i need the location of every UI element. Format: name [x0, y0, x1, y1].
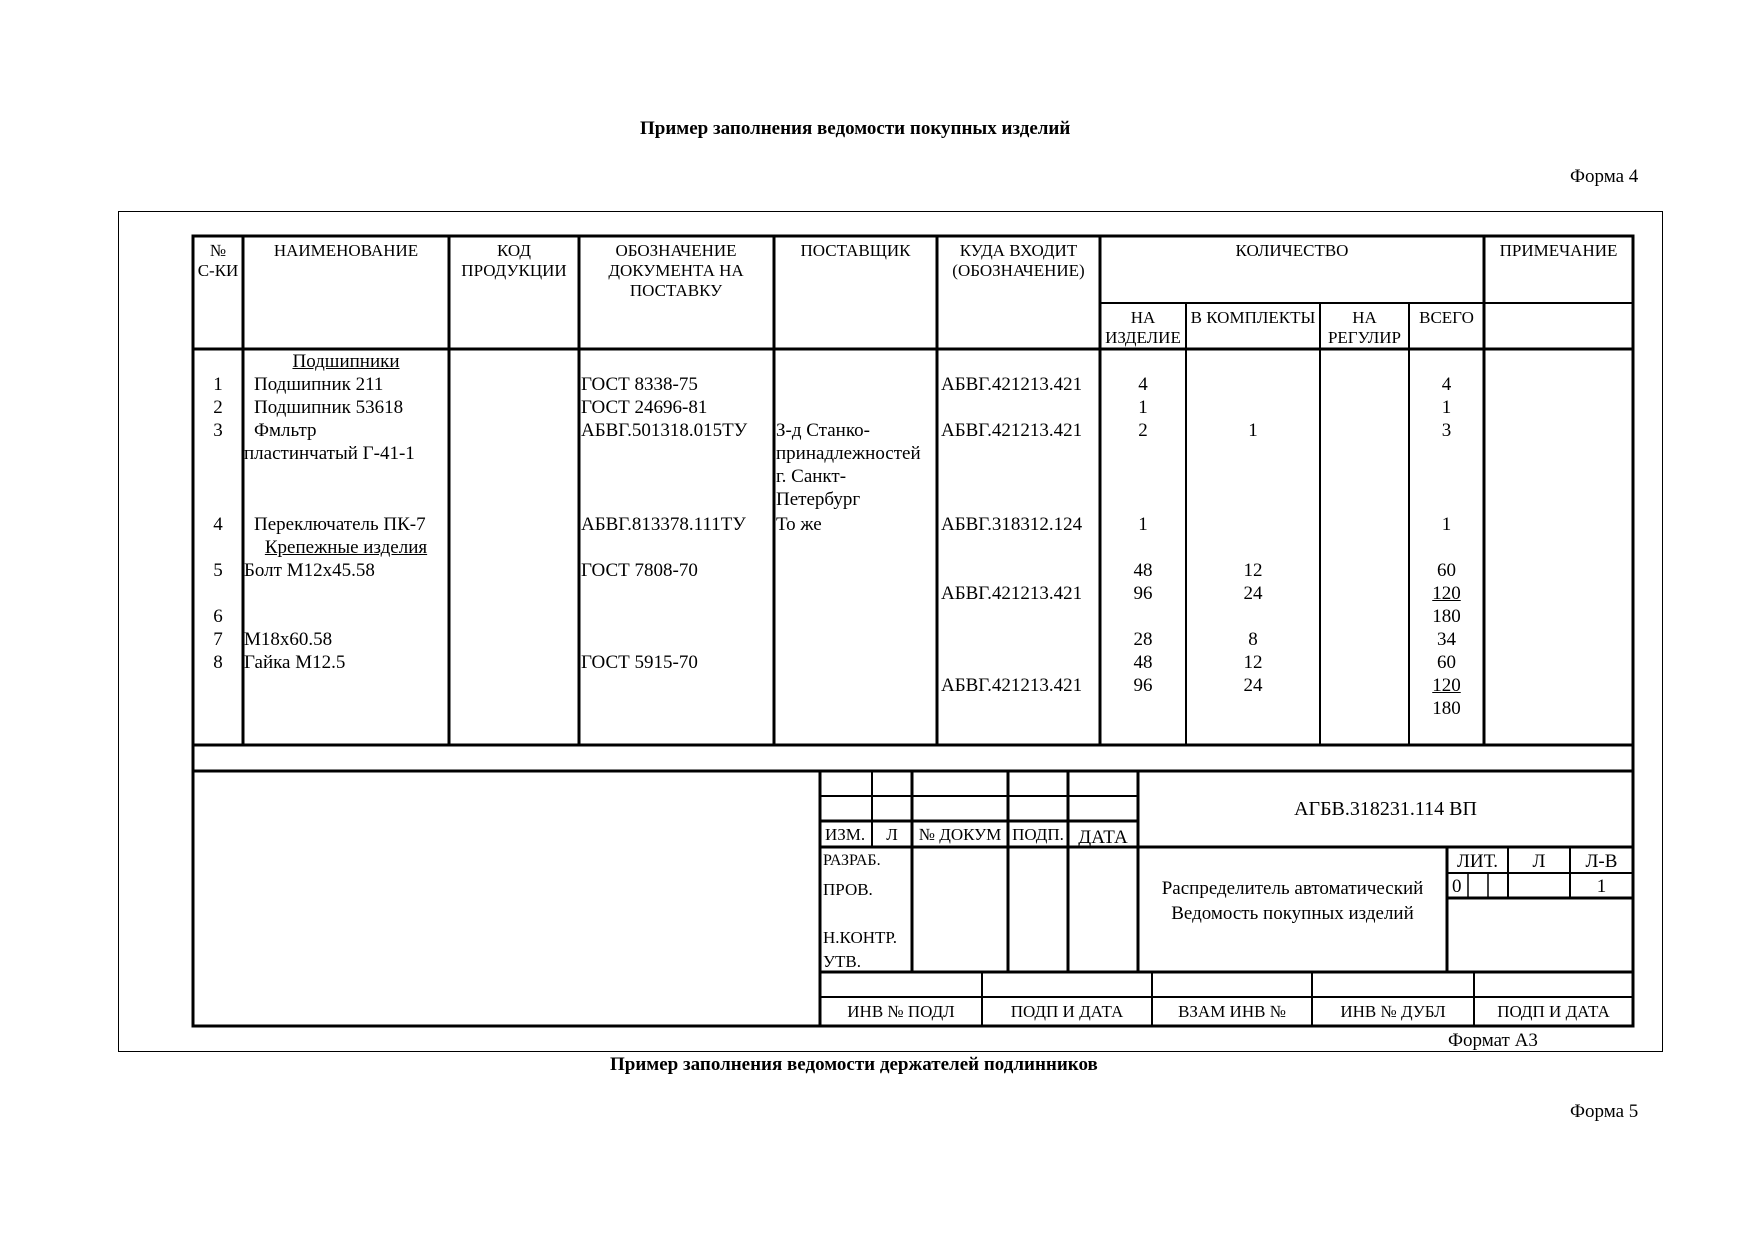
header-note: ПРИМЕЧАНИЕ: [1499, 241, 1618, 260]
stamp-izm: ИЗМ.: [825, 825, 866, 844]
stamp-prov: ПРОВ.: [823, 880, 873, 899]
stamp-podp: ПОДП.: [1012, 825, 1064, 844]
stamp-podp-data-2: ПОДП И ДАТА: [1497, 1002, 1610, 1021]
row-supplier: То же: [776, 514, 822, 535]
stamp-list: Л: [1532, 851, 1546, 872]
row-doc: ГОСТ 5915-70: [581, 652, 698, 673]
row-qty-item: 1: [1138, 397, 1148, 418]
row-where: АБВГ.421213.421: [941, 675, 1083, 696]
page-heading-2: Пример заполнения ведомости держателей подлинников: [610, 1054, 1098, 1075]
row-qty-total: 1: [1441, 514, 1452, 535]
stamp-utv: УТВ.: [823, 952, 862, 971]
header-name: НАИМЕНОВАНИЕ: [273, 241, 419, 260]
stamp-podp-data: ПОДП И ДАТА: [1010, 1002, 1124, 1021]
row-qty-item: 96: [1133, 675, 1153, 696]
row-qty-item: 1: [1138, 514, 1148, 535]
row-name: Подшипник 53618: [254, 397, 404, 418]
row-qty-item: 4: [1138, 374, 1148, 395]
header-doc: ОБОЗНАЧЕНИЕ ДОКУМЕНТА НА ПОСТАВКУ: [608, 241, 744, 300]
stamp-lists: Л-В: [1585, 851, 1618, 872]
row-qty-item: 48: [1133, 652, 1153, 673]
row-qty-total: 180: [1432, 606, 1461, 627]
row-qty-kit: 8: [1248, 629, 1258, 650]
stamp-nkontr: Н.КОНТР.: [823, 928, 897, 947]
section-bearings: Подшипники: [292, 351, 400, 372]
stamp-inv-dubl: ИНВ № ДУБЛ: [1340, 1002, 1446, 1021]
header-qty-total: ВСЕГО: [1419, 308, 1474, 327]
row-num: 2: [213, 397, 223, 418]
row-where: АБВГ.318312.124: [941, 514, 1083, 535]
row-qty-kit: 12: [1243, 560, 1263, 581]
row-qty-total: 3: [1441, 420, 1452, 441]
form-label-2: Форма 5: [1570, 1101, 1639, 1122]
row-qty-total: 34: [1437, 629, 1456, 650]
row-supplier-cont: Петербург: [776, 489, 861, 510]
stamp-doc-num: № ДОКУМ: [918, 825, 1002, 844]
row-qty-kit: 24: [1243, 675, 1263, 696]
stamp-inv-podl: ИНВ № ПОДЛ: [847, 1002, 955, 1021]
header-where: КУДА ВХОДИТ (ОБОЗНАЧЕНИЕ): [952, 241, 1085, 280]
header-qty: КОЛИЧЕСТВО: [1235, 241, 1349, 260]
row-where: АБВГ.421213.421: [941, 583, 1083, 604]
row-num: 4: [213, 514, 223, 535]
row-doc: ГОСТ 8338-75: [581, 374, 698, 395]
row-doc: АБВГ.813378.111ТУ: [581, 514, 746, 535]
row-num: 5: [213, 560, 223, 581]
row-where: АБВГ.421213.421: [941, 420, 1083, 441]
header-qty-item: НА ИЗДЕЛИЕ: [1105, 308, 1181, 347]
row-supplier: З-д Станко-: [776, 420, 870, 441]
stamp-designation: АГБВ.318231.114 ВП: [1294, 798, 1477, 820]
format-label: Формат А3: [1448, 1030, 1538, 1051]
page-heading: Пример заполнения ведомости покупных изделий: [640, 118, 1071, 139]
row-where: АБВГ.421213.421: [941, 374, 1083, 395]
stamp-date: ДАТА: [1078, 827, 1128, 848]
row-supplier-cont: г. Санкт-: [776, 466, 847, 487]
row-num: 8: [213, 652, 223, 673]
row-name-cont: пластинчатый Г-41-1: [244, 443, 415, 464]
row-doc: ГОСТ 7808-70: [581, 560, 698, 581]
stamp-razrab: РАЗРАБ.: [823, 852, 881, 869]
row-name: Переключатель ПК-7: [254, 514, 426, 535]
header-num: № С-КИ: [197, 241, 239, 280]
row-qty-total: 60: [1437, 652, 1456, 673]
row-supplier-cont: принадлежностей: [776, 443, 921, 464]
row-qty-total: 180: [1432, 698, 1461, 719]
header-qty-kit: В КОМПЛЕКТЫ: [1190, 308, 1316, 327]
stamp-lit: ЛИТ.: [1456, 851, 1499, 872]
row-qty-total: 60: [1437, 560, 1456, 581]
stamp-product-name: Распределитель автоматический: [1161, 878, 1424, 899]
form-label: Форма 4: [1570, 166, 1639, 187]
row-qty-item: 28: [1133, 629, 1153, 650]
row-qty-total: 120: [1432, 675, 1461, 696]
row-name: Подшипник 211: [254, 374, 384, 395]
row-qty-total: 4: [1441, 374, 1452, 395]
row-num: 6: [213, 606, 223, 627]
row-qty-kit: 12: [1243, 652, 1263, 673]
row-doc: ГОСТ 24696-81: [581, 397, 708, 418]
row-qty-item: 96: [1133, 583, 1153, 604]
row-name: Фмльтр: [254, 420, 317, 441]
stamp-lit-value: 0: [1452, 876, 1462, 897]
row-doc: АБВГ.501318.015ТУ: [581, 420, 748, 441]
row-num: 7: [213, 629, 223, 650]
row-qty-total: 1: [1441, 397, 1452, 418]
stamp-doc-name: Ведомость покупных изделий: [1171, 903, 1414, 924]
header-code: КОД ПРОДУКЦИИ: [461, 241, 567, 280]
row-name: Гайка М12.5: [244, 652, 346, 673]
row-name: Болт М12х45.58: [244, 560, 375, 581]
row-qty-item: 2: [1138, 420, 1148, 441]
section-fasteners: Крепежные изделия: [264, 537, 428, 558]
row-qty-kit: 1: [1248, 420, 1258, 441]
header-qty-reg: НА РЕГУЛИР: [1327, 308, 1402, 347]
row-qty-kit: 24: [1243, 583, 1263, 604]
row-num: 3: [213, 420, 223, 441]
row-qty-item: 48: [1133, 560, 1153, 581]
stamp-lists-value: 1: [1596, 876, 1607, 897]
stamp-vzam-inv: ВЗАМ ИНВ №: [1178, 1002, 1286, 1021]
row-name: М18х60.58: [244, 629, 333, 650]
row-num: 1: [213, 374, 223, 395]
stamp-l: Л: [886, 825, 898, 844]
row-qty-total: 120: [1432, 583, 1461, 604]
header-supplier: ПОСТАВЩИК: [800, 241, 911, 260]
